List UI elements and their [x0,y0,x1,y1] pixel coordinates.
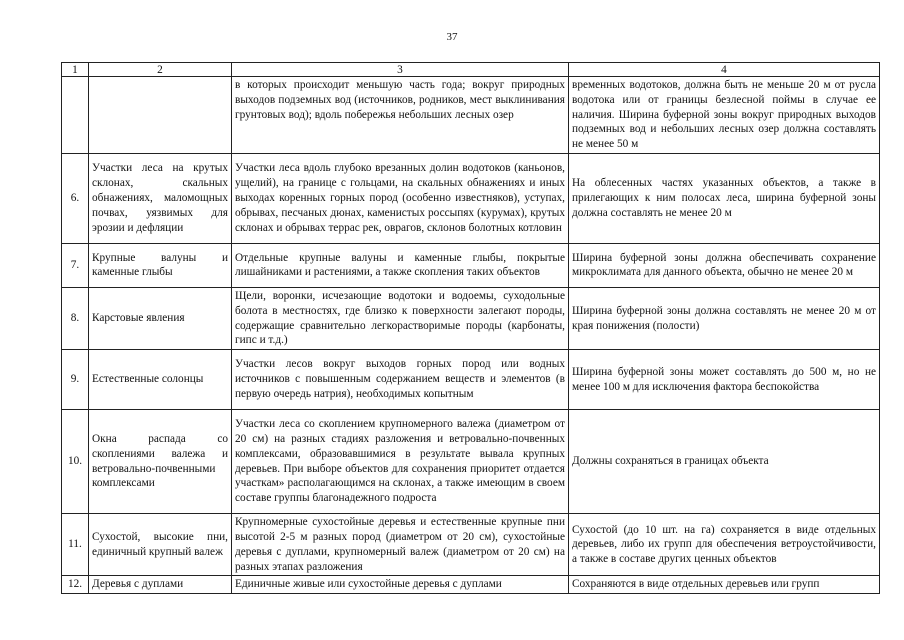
object-name: Окна распада со скоплениями валежа и ветровально-почвенными комплексами [89,410,232,514]
object-name: Естественные солонцы [89,350,232,410]
object-name: Участки леса на крутых склонах, скальных обнажениях, маломощных почвах, уязвимых для эрозии и дефляции [89,153,232,243]
buffer-requirement: На облесенных частях указанных объектов, а также в прилегающих к ним полосах леса, ширина буферной зоны должна составлять не менее 20 м [569,153,880,243]
buffer-requirement: временных водотоков, должна быть не меньше 20 м от русла водотока или от границы безлесной поймы в случае ее наличия. Ширина буферной зоны вокруг природных выходов подземных вод и небольших лесных озер должна составлять не менее 50 м [569,77,880,154]
object-name: Крупные валуны и каменные глыбы [89,243,232,287]
header-col-3: 3 [232,63,569,77]
table-header-row [62,63,880,77]
buffer-requirement: Ширина буферной зоны должна обеспечивать сохранение микроклимата для данного объекта, обычно не менее 20 м [569,243,880,287]
buffer-requirement: Сохраняются в виде отдельных деревьев или групп [569,576,880,594]
buffer-requirement: Ширина буферной зоны должна составлять не менее 20 м от края понижения (полости) [569,287,880,349]
document-table [61,62,880,594]
object-description: Крупномерные сухостойные деревья и естественные крупные пни высотой 2-5 м разных пород (диаметром от 20 см), сухостойные деревья с дуплами, крупномерный валеж (диаметром от 20 см) на разных этапах разложения [232,514,569,576]
header-col-1: 1 [62,63,89,77]
table-row [62,350,880,410]
object-description: Участки лесов вокруг выходов горных пород или водных источников с повышенным содержанием веществ и элементов (в первую очередь натрия), необходимых копытным [232,350,569,410]
object-name: Деревья с дуплами [89,576,232,594]
object-name [89,77,232,154]
table-row [62,576,880,594]
header-col-4: 4 [569,63,880,77]
row-number: 11. [62,514,89,576]
table-row [62,514,880,576]
object-description: Участки леса вдоль глубоко врезанных долин водотоков (каньонов, ущелий), на границе с гольцами, на скальных обнажениях и иных выходах коренных горных пород (особенно известняков), уступах, обрывах, песчаных дюнах, каменистых россыпях (курумах), крутых склонах и обрывах террас рек, оврагов, склонов болотных котловин [232,153,569,243]
row-number: 10. [62,410,89,514]
object-name: Карстовые явления [89,287,232,349]
table-row [62,77,880,154]
row-number: 8. [62,287,89,349]
row-number [62,77,89,154]
table-row [62,243,880,287]
object-description: Отдельные крупные валуны и каменные глыбы, покрытые лишайниками и растениями, а также скопления таких объектов [232,243,569,287]
object-description: Единичные живые или сухостойные деревья с дуплами [232,576,569,594]
row-number: 7. [62,243,89,287]
table-row [62,410,880,514]
row-number: 9. [62,350,89,410]
object-description: Участки леса со скоплением крупномерного валежа (диаметром от 20 см) на разных стадиях разложения и ветровально-почвенных комплексами, образовавшимися в результате вывала крупных деревьев. При выборе объектов для сохранения приоритет отдается участкам» располагающимся на склонах, а также имеющим в своем составе группы благонадежного подроста [232,410,569,514]
row-number: 12. [62,576,89,594]
header-col-2: 2 [89,63,232,77]
buffer-requirement: Сухостой (до 10 шт. на га) сохраняется в виде отдельных деревьев, либо их групп для обеспечения ветроустойчивости, а также в составе других ценных объектов [569,514,880,576]
object-description: в которых происходит меньшую часть года; вокруг природных выходов подземных вод (источников, родников, мест выклинивания грунтовых вод); вдоль побережья небольших лесных озер [232,77,569,154]
buffer-requirement: Ширина буферной зоны может составлять до 500 м, но не менее 100 м для исключения фактора беспокойства [569,350,880,410]
row-number: 6. [62,153,89,243]
object-description: Щели, воронки, исчезающие водотоки и водоемы, суходольные болота в местностях, где близко к поверхности залегают породы, содержащие сравнительно легкорастворимые породы (карбонаты, гипс и т.д.) [232,287,569,349]
table-row [62,287,880,349]
table-row [62,153,880,243]
buffer-requirement: Должны сохраняться в границах объекта [569,410,880,514]
object-name: Сухостой, высокие пни, единичный крупный валеж [89,514,232,576]
page-number: 37 [446,31,458,43]
